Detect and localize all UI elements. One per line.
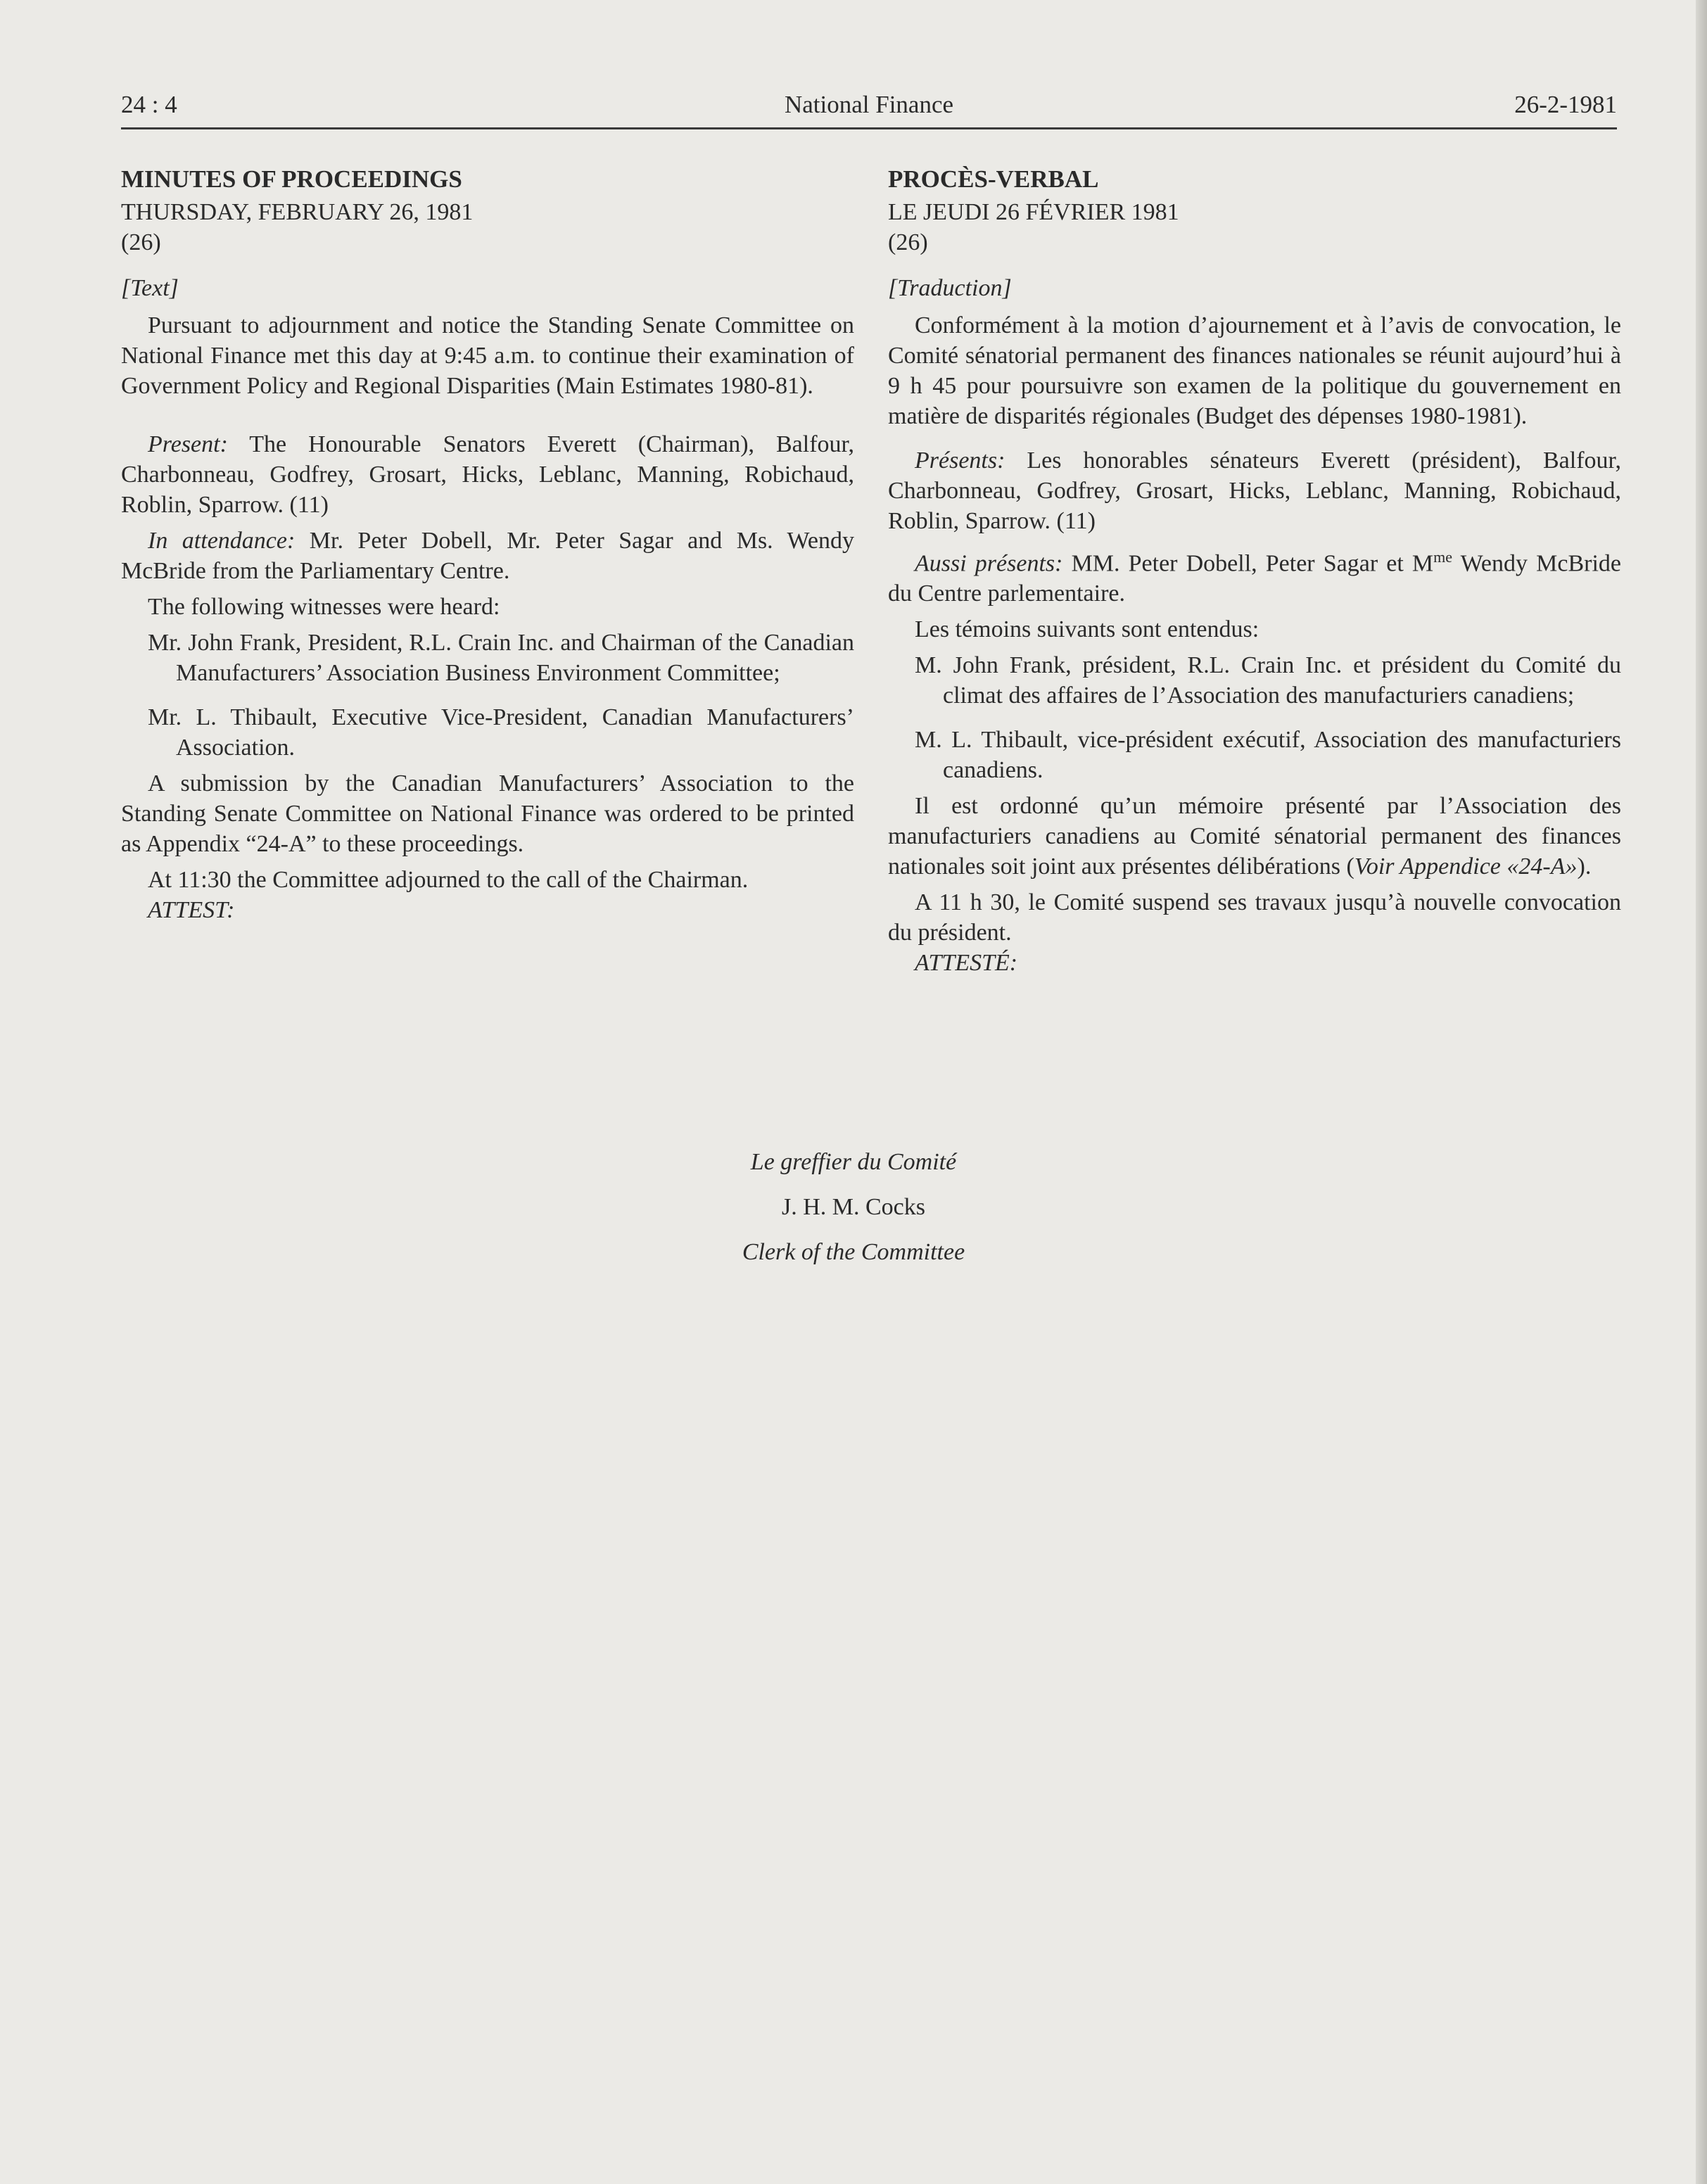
clerk-title-english: Clerk of the Committee [742, 1239, 965, 1265]
french-adjourned-paragraph: A 11 h 30, le Comité suspend ses travaux jusqu’à nouvelle convocation du président. [888, 889, 1621, 946]
english-column [121, 162, 854, 925]
french-witness-item: M. L. Thibault, vice-président exécutif, Association des manufacturiers canadiens. [915, 727, 1621, 784]
english-attendance-text: Mr. Peter Dobell, Mr. Peter Sagar and Ms. Wendy McBride from the Parliamentary Centre. [121, 528, 854, 584]
french-witnesses-intro: Les témoins suivants sont entendus: [915, 616, 1259, 643]
english-attendance-label: In attendance: [148, 528, 296, 554]
french-witness-item: M. John Frank, président, R.L. Crain Inc. et président du Comité du climat des affaires de l’Association des manufacturiers canadiens; [915, 652, 1621, 709]
french-order-paragraph [888, 791, 1621, 882]
page-number: 24 : 4 [121, 91, 177, 118]
english-date: THURSDAY, FEBRUARY 26, 1981 [121, 199, 474, 225]
english-present-text: The Honourable Senators Everett (Chairman), Balfour, Charbonneau, Godfrey, Grosart, Hicks, Leblanc, Manning, Robichaud, Roblin, Sparrow. (11) [121, 431, 854, 518]
english-opening-paragraph: Pursuant to adjournment and notice the Standing Senate Committee on National Finance met this day at 9:45 a.m. to continue their examination of Government Policy and Regional Disparities (Main Estimates 1980-81). [121, 312, 854, 399]
french-present-text: Les honorables sénateurs Everett (président), Balfour, Charbonneau, Godfrey, Grosart, Hicks, Leblanc, Manning, Robichaud, Roblin, Sparrow. (11) [888, 447, 1621, 534]
french-attendance-text-2: Wendy McBride du Centre parlementaire. [888, 550, 1621, 607]
header-date: 26-2-1981 [1514, 91, 1617, 118]
french-opening-paragraph: Conformément à la motion d’ajournement et à l’avis de convocation, le Comité sénatorial permanent des finances nationales se réunit aujourd’hui à 9 h 45 pour poursuivre son examen de la politique du gouvernement en matière de disparités régionales (Budget des dépenses 1980-1981). [888, 312, 1621, 429]
french-attendance-paragraph [888, 542, 1621, 609]
english-present-paragraph [121, 429, 854, 520]
header-rule [121, 127, 1617, 129]
french-attendance-text: MM. Peter Dobell, Peter Sagar et M [1062, 550, 1434, 577]
signature-block [0, 1140, 1707, 1275]
french-attest: ATTESTÉ: [915, 950, 1018, 977]
french-date: LE JEUDI 26 FÉVRIER 1981 [888, 199, 1179, 225]
english-witness-item: Mr. John Frank, President, R.L. Crain Inc. and Chairman of the Canadian Manufacturers’ Association Business Environment Committee; [148, 630, 854, 686]
english-number: (26) [121, 229, 161, 255]
english-adjourned-paragraph: At 11:30 the Committee adjourned to the call of the Chairman. [148, 867, 749, 893]
french-order-end: ). [1577, 853, 1592, 880]
french-attendance-label: Aussi présents: [915, 550, 1063, 577]
english-heading: MINUTES OF PROCEEDINGS [121, 165, 462, 193]
french-present-paragraph [888, 445, 1621, 536]
french-order-appendix: Voir Appendice «24-A» [1354, 853, 1578, 880]
page-header [121, 84, 1617, 125]
french-text-tag: [Traduction] [888, 275, 1012, 301]
english-attendance-paragraph [121, 526, 854, 586]
english-text-tag: [Text] [121, 275, 179, 301]
french-attendance-superscript: me [1433, 548, 1453, 566]
french-heading: PROCÈS-VERBAL [888, 165, 1099, 193]
clerk-name: J. H. M. Cocks [781, 1194, 926, 1220]
page-edge [1696, 0, 1707, 2184]
french-order-text: Il est ordonné qu’un mémoire présenté par l’Association des manufacturiers canadiens au Comité sénatorial permanent des finances nationales soit joint aux présentes délibérations ( [888, 793, 1621, 880]
english-witnesses-intro: The following witnesses were heard: [148, 594, 500, 620]
french-number: (26) [888, 229, 928, 255]
running-title: National Finance [784, 91, 954, 118]
clerk-title-french: Le greffier du Comité [750, 1149, 957, 1175]
english-submission-paragraph: A submission by the Canadian Manufacturers’ Association to the Standing Senate Committee on National Finance was ordered to be printed as Appendix “24-A” to these proceedings. [121, 770, 854, 857]
english-attest: ATTEST: [148, 897, 235, 923]
english-witness-item: Mr. L. Thibault, Executive Vice-President, Canadian Manufacturers’ Association. [148, 704, 854, 761]
french-column [888, 162, 1621, 978]
english-present-label: Present: [148, 431, 228, 457]
french-present-label: Présents: [915, 447, 1005, 474]
